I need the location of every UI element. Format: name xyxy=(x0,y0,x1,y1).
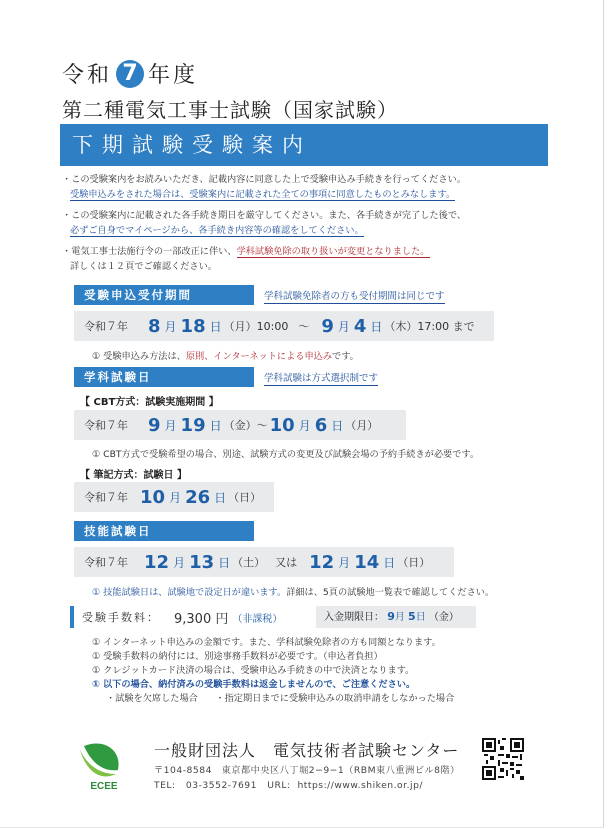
ecee-logo xyxy=(74,740,134,792)
intro-note-2: ・この受験案内に記載された各手続き期日を厳守してください。また、各手続きが完了した後で、 必ずご自身でマイページから、各手続き内容等の確認をしてください。 xyxy=(62,210,467,236)
practical-exam-heading: 技能試験日 xyxy=(74,521,254,541)
paper-date-box: 令和７年 10 月 26 日 （日） xyxy=(74,482,274,512)
fee-note-1: ① インターネット申込みの金額です。また、学科試験免除者の方も同額となります。 xyxy=(92,637,441,648)
fee-value: 9,300 円 xyxy=(174,611,229,627)
practical-date-box: 令和７年 12 月 13 日 （土） 又は 12 月 14 日 （日） xyxy=(74,547,454,577)
era-suffix: 年度 xyxy=(148,63,199,88)
svg-text:ECEE: ECEE xyxy=(90,781,118,792)
intro-note-3: ・電気工事士法施行令の一部改正に伴い、学科試験免除の取り扱いが変更となりました。 詳しくは１２頁でご確認ください。 xyxy=(62,246,430,272)
paper-label: 【 筆記方式：試験日 】 xyxy=(80,470,187,481)
written-exam-side-note: 学科試験は方式選択制です xyxy=(264,373,379,384)
fee-note-4: ① 以下の場合、納付済みの受験手数料は返金しませんので、ご注意ください。 xyxy=(92,679,416,690)
website-url: https://www.shiken.or.jp/ xyxy=(297,780,423,791)
application-period-box: 令和７年 8 月 18 日 （月） 10:00 ～ 9 月 4 日 （木） 17:00 まで xyxy=(74,311,494,341)
cbt-note: ① CBT方式で受験希望の場合、別途、試験方式の変更及び試験会場の予約手続きが必要です。 xyxy=(92,449,480,460)
practical-note: ① 技能試験日は、試験地で設定日が違います。詳細は、5頁の試験地一覧表で確認してください。 xyxy=(92,587,495,598)
application-side-note: 学科試験免除者の方も受付期間は同じです xyxy=(264,291,445,302)
cbt-label: 【 CBT方式：試験実施期間 】 xyxy=(80,397,219,408)
refund-case-2: ・指定期日までに受験申込みの取消申請をしなかった場合 xyxy=(215,693,455,704)
fee-notes xyxy=(92,636,454,706)
contact-line: TEL: 03-3552-7691 URL: https://www.shiken.or.jp/ xyxy=(154,780,423,791)
cbt-period-box: 令和７年 9 月 19 日 （金） ～ 10 月 6 日 （月） xyxy=(74,410,406,440)
fee-tax: （非課税） xyxy=(232,613,283,625)
fee-marker xyxy=(70,606,74,628)
application-method-note: ① 受験申込み方法は、原則、インターネットによる申込みです。 xyxy=(92,351,359,362)
refund-case-1: ・試験を欠席した場合 xyxy=(106,693,198,704)
written-exam-heading: 学科試験日 xyxy=(74,367,254,387)
fee-note-3: ① クレジットカード決済の場合は、受験申込み手続きの中で決済となります。 xyxy=(92,665,415,676)
exam-title: 第二種電気工事士試験（国家試験） xyxy=(62,98,398,122)
address: 〒104-8584 東京都中央区八丁堀2−9−1（RBM東八重洲ビル8階） xyxy=(154,765,460,776)
application-period-heading: 受験申込受付期間 xyxy=(74,285,254,305)
fee-note-2: ① 受験手数料の納付には、別途事務手数料が必要です。（申込者負担） xyxy=(92,651,383,662)
phone-number: 03-3552-7691 xyxy=(185,780,257,791)
era-year-circle: 7 xyxy=(116,60,144,88)
title-banner: 下期試験受験案内 xyxy=(60,124,548,166)
refund-cases xyxy=(92,692,454,706)
fee-label: 受験手数料： xyxy=(82,611,160,624)
intro-note-1: ・この受験案内をお読みいただき、記載内容に同意した上で受験申込み手続きを行ってください。 受験申込みをされた場合は、受験案内に記載された全ての事項に同意したものとみなします。 xyxy=(62,174,466,200)
fiscal-year-title xyxy=(62,58,198,89)
organization-name: 一般財団法人 電気技術者試験センター xyxy=(154,741,460,760)
era-prefix: 令和 xyxy=(62,63,113,88)
payment-deadline-box: 入金期限日： 9月 5日 （金） xyxy=(316,606,476,628)
qr-code-icon xyxy=(482,738,524,780)
